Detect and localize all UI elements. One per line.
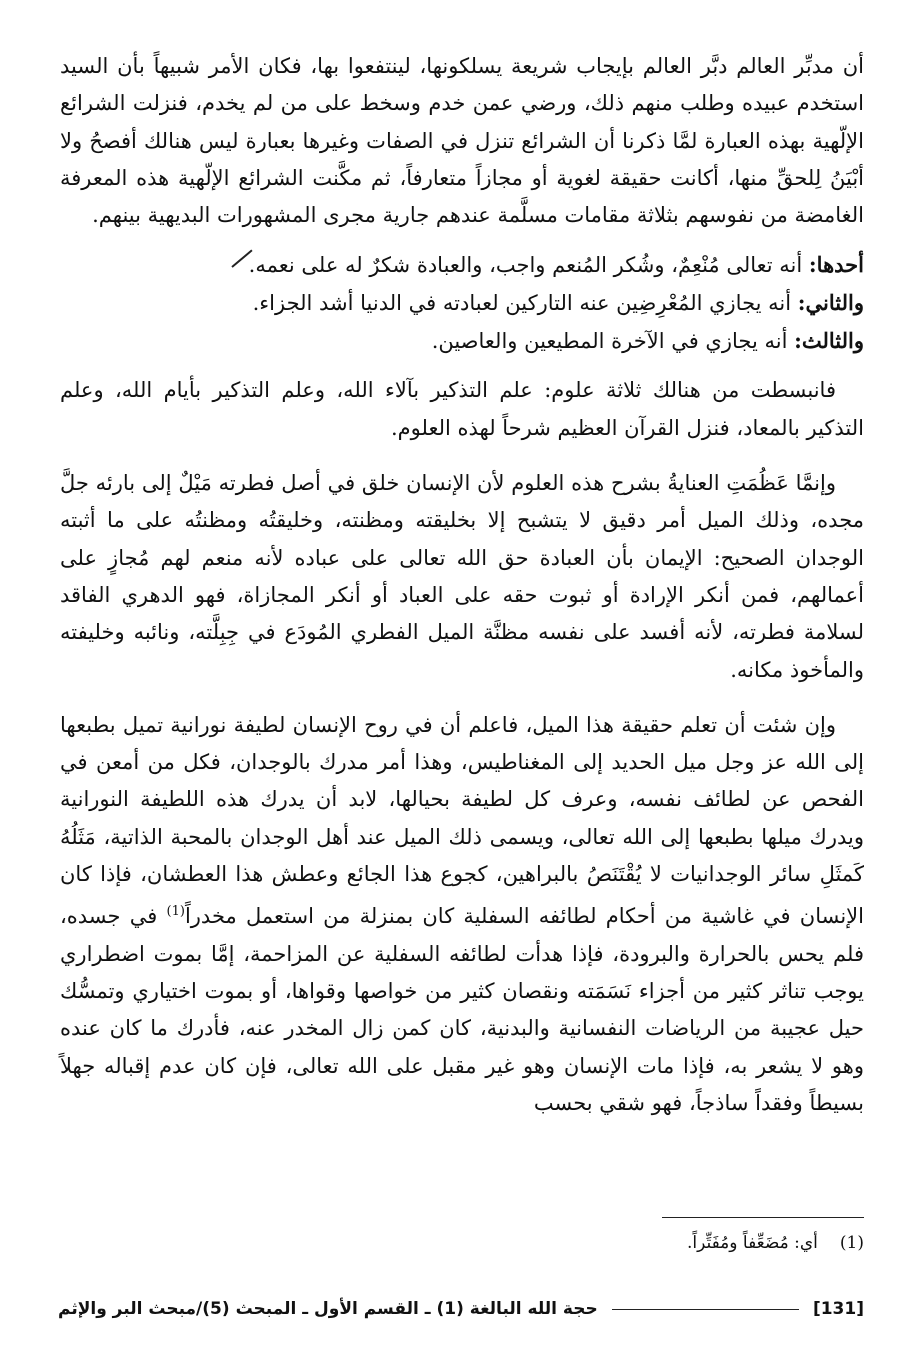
paragraph-4 — [60, 707, 864, 1122]
list-item-lead: والثالث: — [794, 328, 864, 354]
list-item-lead: أحدها: — [808, 252, 864, 278]
footnote-reference[interactable]: (1) — [166, 904, 185, 920]
list-item — [60, 284, 864, 322]
running-title: حجة الله البالغة (1) ـ القسم الأول ـ المبحث (5)/مبحث البر والإثم — [58, 1299, 598, 1319]
footnote-text: أي: مُضَعِّفاً ومُفَتِّراً. — [686, 1233, 818, 1253]
list-item — [60, 322, 864, 360]
footer-rule — [612, 1309, 799, 1310]
three-premises-list — [60, 246, 864, 360]
paragraph-1: أن مدبِّر العالم دبَّر العالم بإيجاب شريعة يسلكونها، لينتفعوا بها، فكان الأمر شبيهاً بأن السيد استخدم عبيده وطلب منهم ذلك، ورضي عمن خدم وسخط على من لم يخدم، فنزلت الشرائع الإلّهية بهذه العبارة لمَّا ذكرنا أن الشرائع تنزل في الصفات وغيرها بعبارة ليس هنالك أفصحُ ولا أبْيَنُ لِلحقِّ منها، أكانت حقيقة لغوية أو مجازاً متعارفاً، ثم مكَّنت الشرائع الإلّهية هذه المعرفة الغامضة من نفوسهم بثلاثة مقامات مسلَّمة عندهم جارية مجرى المشهورات البديهية بينهم. — [60, 54, 864, 228]
paragraph-3: وإنمَّا عَظُمَتِ العنايةُ بشرح هذه العلوم لأن الإنسان خلق في أصل فطرته مَيْلٌ إلى بارئه جلَّ مجده، وذلك الميل أمر دقيق لا يتشبح إلا بخليقته ومظنته، وخليقتُه ومظنتُه على ما أثبته الوجدان الصحيح: الإيمان بأن العبادة حق الله تعالى على عباده لأنه منعم لهم مُجازٍ على أعمالهم، فمن أنكر الإرادة أو ثبوت حقه على العباد أو أنكر المجازاة، فهو الدهري الفاقد لسلامة فطرته، لأنه أفسد على نفسه مظنَّة الميل الفطري المُودَع في جِبِلَّته، ونائبه وخليفته والمأخوذ مكانه. — [60, 471, 864, 682]
list-item-text: أنه يجازي في الآخرة المطيعين والعاصين. — [431, 329, 795, 354]
list-item-lead: والثاني: — [797, 290, 864, 316]
paragraph-4-continued: في جسده، فلم يحس بالحرارة والبرودة، فإذا هدأت لطائفه السفلية عن المزاحمة، إمَّا بموت اضطراري يوجب تناثر كثير من أجزاء نَسَمَته ونقصان كثير من خواصها وقواها، أو بموت اختياري وتمسُّك حيل عجيبة من الرياضات النفسانية والبدنية، كان كمن زال المخدر عنه، فأدرك ما كان عنده وهو لا يشعر به، فإذا مات الإنسان وهو غير مقبل على الله تعالى، فإن كان عدم إقباله جهلاً بسيطاً وفقداً ساذجاً، فهو شقي بحسب — [60, 904, 864, 1115]
page-number: [131] — [812, 1299, 864, 1319]
paragraph-4-text: وإن شئت أن تعلم حقيقة هذا الميل، فاعلم أن في روح الإنسان لطيفة نورانية تميل بطبعها إلى الله عز وجل ميل الحديد إلى المغناطيس، وهذا أمر مدرك بالوجدان، فكل من أمعن في الفحص عن لطائف نفسه، وعرف كل لطيفة بحيالها، لابد أن يدرك هذه اللطيفة النورانية ويدرك ميلها بطبعها إلى الله تعالى، ويسمى ذلك الميل عند أهل الوجدان بالمحبة الذاتية، مَثَلُهُ كَمثَلِ سائر الوجدانيات لا يُقْتَنَصُ بالبراهين، كجوع هذا الجائع وعطش هذا العطشان، فإذا كان الإنسان في غاشية من أحكام لطائفه السفلية كان بمنزلة من استعمل مخدراً — [60, 712, 864, 929]
list-item-text: أنه يجازي المُعْرِضِين عنه التاركين لعبادته في الدنيا أشد الجزاء. — [252, 291, 798, 316]
list-item-text: أنه تعالى مُنْعِمٌ، وشُكر المُنعم واجب، والعبادة شكرٌ له على نعمه. — [248, 253, 809, 278]
paragraph-2: فانبسطت من هنالك ثلاثة علوم: علم التذكير بآلاء الله، وعلم التذكير بأيام الله، وعلم التذكير بالمعاد، فنزل القرآن العظيم شرحاً لهذه العلوم. — [60, 378, 864, 440]
main-text — [60, 48, 864, 1122]
page-footer — [58, 1294, 864, 1324]
footnote-number: (1) — [839, 1233, 864, 1253]
footnote-separator — [662, 1217, 864, 1218]
footnote — [264, 1228, 864, 1258]
list-item — [60, 246, 864, 284]
